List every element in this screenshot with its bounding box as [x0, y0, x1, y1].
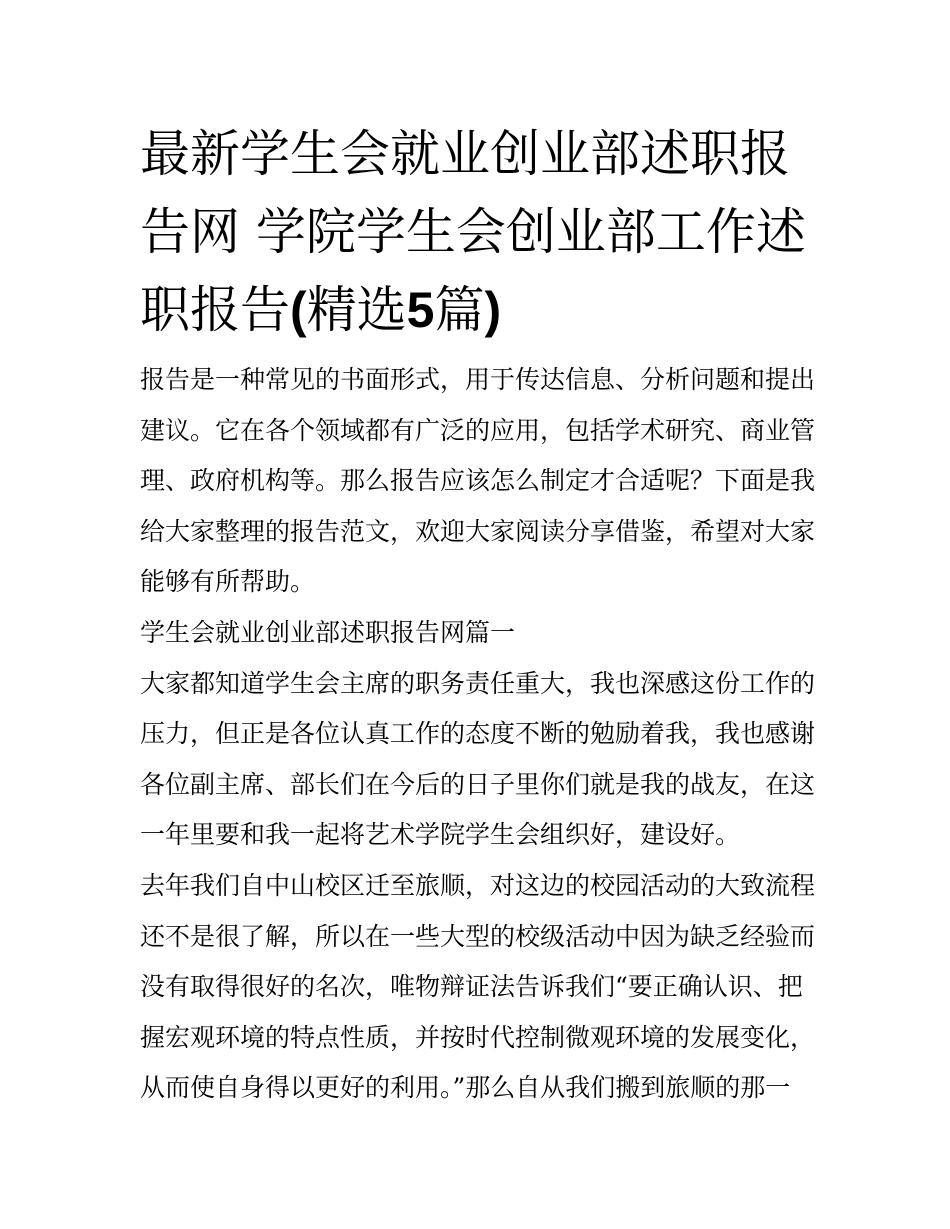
title-unit: 篇 [434, 281, 485, 339]
title-selected-text: 精选 [306, 281, 407, 339]
body-line: 没有取得很好的名次，唯物辩证法告诉我们“要正确认识、把 [140, 972, 803, 1002]
body-line: 建议。它在各个领域都有广泛的应用，包括学术研究、商业管 [140, 415, 816, 445]
body-line: 能够有所帮助。 [140, 567, 316, 597]
body-line: 压力，但正是各位认真工作的态度不断的勉励着我，我也感谢 [140, 719, 816, 749]
title-line-1: 最新学生会就业创业部述职报 [140, 125, 790, 183]
section-heading: 学生会就业创业部述职报告网篇一 [140, 617, 516, 647]
body-line: 还不是很了解，所以在一些大型的校级活动中因为缺乏经验而 [140, 921, 816, 951]
body-line: 报告是一种常见的书面形式，用于传达信息、分析问题和提出 [140, 365, 816, 394]
body-line: 一年里要和我一起将艺术学院学生会组织好，建设好。 [140, 820, 741, 850]
body-line: 各位副主席、部长们在今后的日子里你们就是我的战友，在这 [140, 769, 816, 799]
body-line: 大家都知道学生会主席的职务责任重大，我也深感这份工作的 [140, 668, 816, 698]
document-body [140, 355, 820, 1114]
title-line-3 [140, 271, 820, 349]
document-title [140, 115, 820, 349]
body-line: 从而使自身得以更好的利用。”那么自从我们搬到旅顺的那一 [140, 1073, 791, 1103]
body-line: 给大家整理的报告范文，欢迎大家阅读分享借鉴，希望对大家 [140, 516, 816, 546]
title-line-2: 告网 学院学生会创业部工作述 [140, 203, 806, 261]
body-line: 去年我们自中山校区迁至旅顺，对这边的校园活动的大致流程 [140, 870, 816, 900]
title-close-paren: ) [484, 282, 502, 338]
body-line: 握宏观环境的特点性质，并按时代控制微观环境的发展变化， [140, 1022, 816, 1052]
body-line: 理、政府机构等。那么报告应该怎么制定才合适呢？下面是我 [140, 466, 816, 496]
title-count: 5 [406, 282, 435, 338]
title-open-paren: ( [290, 282, 307, 338]
title-line-3-text: 职报告 [140, 281, 290, 339]
